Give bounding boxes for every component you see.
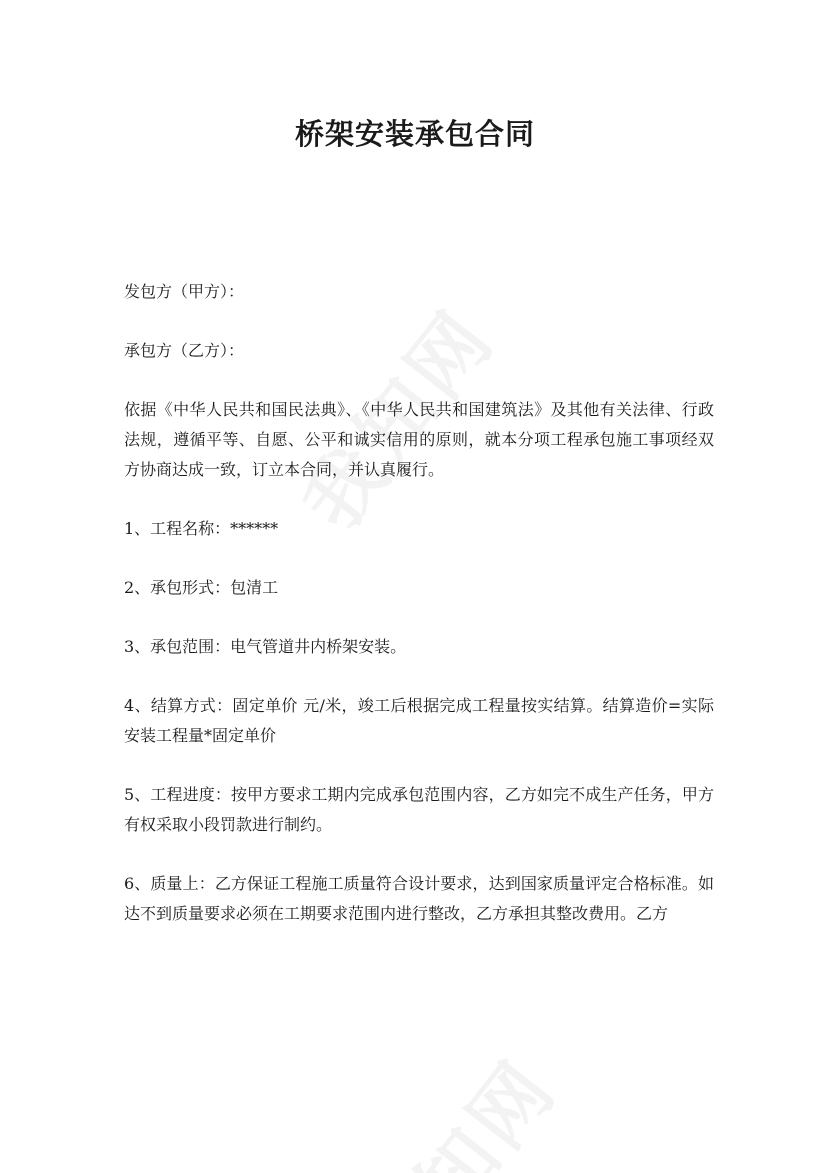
preamble-paragraph: 依据《中华人民共和国民法典》、《中华人民共和国建筑法》及其他有关法律、行政法规，遵循平等、自愿、公平和诚实信用的原则，就本分项工程承包施工事项经双方协商达成一致，订立本合同，并认真履行。 <box>124 400 714 479</box>
document-body <box>124 277 714 958</box>
watermark <box>334 1032 577 1173</box>
party-b-line: 承包方（乙方）： <box>124 341 245 360</box>
clause-project-name: 1、工程名称：****** <box>124 519 279 538</box>
clause-contract-form: 2、承包形式：包清工 <box>124 578 279 597</box>
clause-quality: 6、质量上：乙方保证工程施工质量符合设计要求，达到国家质量评定合格标准。如达不到质量要求必须在工期要求范围内进行整改，乙方承担其整改费用。乙方 <box>124 874 714 923</box>
clause-contract-scope: 3、承包范围：电气管道井内桥架安装。 <box>124 637 407 656</box>
document-title: 桥架安装承包合同 <box>294 117 535 151</box>
party-a-line: 发包方（甲方）： <box>124 282 245 301</box>
clause-settlement: 4、结算方式：固定单价 元/米，竣工后根据完成工程量按实结算。结算造价=实际安装工程量*固定单价 <box>124 696 714 745</box>
clause-schedule: 5、工程进度：按甲方要求工期内完成承包范围内容，乙方如完不成生产任务，甲方有权采取小段罚款进行制约。 <box>124 785 714 834</box>
